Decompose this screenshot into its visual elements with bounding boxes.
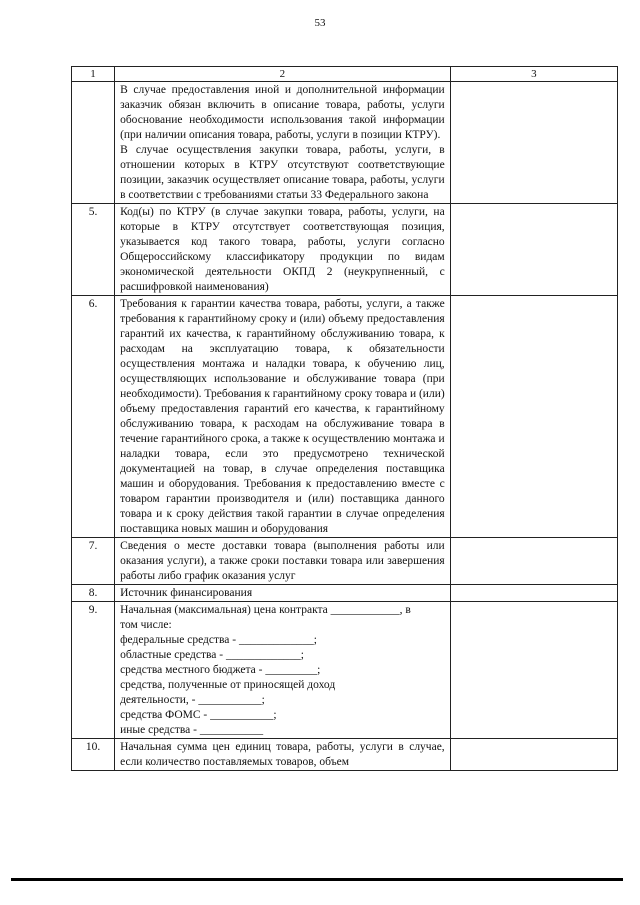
paragraph: деятельности, - ___________; <box>120 694 265 706</box>
row-value <box>450 82 617 204</box>
row-number: 7. <box>72 538 115 585</box>
paragraph: В случае предоставления иной и дополнительной информации заказчик обязан включить в описание товара, работы, услуги обоснование необходимости использования такой информации (при наличии описания товара, работы, услуги в позиции КТРУ). <box>120 84 445 141</box>
table-row <box>72 204 618 296</box>
row-description <box>115 296 451 538</box>
row-description <box>115 602 451 739</box>
bottom-rule <box>11 878 623 881</box>
paragraph: Источник финансирования <box>120 587 253 599</box>
row-description <box>115 585 451 602</box>
table-row <box>72 585 618 602</box>
paragraph: средства местного бюджета - _________; <box>120 664 321 676</box>
column-header: 1 <box>72 67 115 82</box>
row-description <box>115 204 451 296</box>
row-number <box>72 82 115 204</box>
table-header-row <box>72 67 618 82</box>
row-description <box>115 538 451 585</box>
table-row <box>72 82 618 204</box>
paragraph: иные средства - ___________ <box>120 724 264 736</box>
paragraph: Требования к гарантии качества товара, работы, услуги, а также требования к гарантийному сроку и (или) объему предоставления гарантий их качества, к гарантийному обслуживанию товара, к расходам на эксплуатацию товара, к обязательности осуществления монтажа и наладки товара, к обучению лиц, осуществляющих использование и обслуживание товара (при необходимости). Требования к гарантийному сроку товара и (или) объему предоставления гарантий его качества, к гарантийному обслуживанию товара, к расходам на обслуживание товара в течение гарантийного срока, а также к осуществлению монтажа и наладки товара, если это предусмотрено технической документацией на товар, в случае определения поставщика машин и оборудования. Требования к предоставлению вместе с товаром гарантии производителя и (или) поставщика данного товара и к сроку действия такой гарантии в случае определения поставщика новых машин и оборудования <box>120 298 445 535</box>
paragraph: том числе: <box>120 619 172 631</box>
row-number: 6. <box>72 296 115 538</box>
paragraph: Сведения о месте доставки товара (выполнения работы или оказания услуги), а также сроки поставки товара или завершения работы либо график оказания услуг <box>120 540 445 582</box>
row-number: 8. <box>72 585 115 602</box>
table-row <box>72 602 618 739</box>
column-header: 2 <box>115 67 451 82</box>
paragraph: Код(ы) по КТРУ (в случае закупки товара, работы, услуги, на которые в КТРУ отсутствует соответствующая позиция, указывается код такого товара, работы, услуги согласно Общероссийскому классификатору продукции по видам экономической деятельности ОКПД 2 (неукрупненный, с расшифровкой наименования) <box>120 206 445 293</box>
table-row <box>72 296 618 538</box>
table-row <box>72 538 618 585</box>
row-value <box>450 538 617 585</box>
paragraph: Начальная (максимальная) цена контракта ____________, в <box>120 604 411 616</box>
row-description <box>115 82 451 204</box>
paragraph: средства, полученные от приносящей доход <box>120 679 336 691</box>
page-number: 53 <box>314 17 326 29</box>
paragraph: Начальная сумма цен единиц товара, работы, услуги в случае, если количество поставляемых товаров, объем <box>120 741 445 768</box>
paragraph: средства ФОМС - ___________; <box>120 709 277 721</box>
row-value <box>450 204 617 296</box>
paragraph: В случае осуществления закупки товара, работы, услуги, в отношении которых в КТРУ отсутствуют соответствующие позиции, заказчик осуществляет описание товара, работы, услуги в соответствии с требованиями статьи 33 Федерального закона <box>120 144 445 201</box>
column-header: 3 <box>450 67 617 82</box>
row-number: 5. <box>72 204 115 296</box>
row-value <box>450 296 617 538</box>
row-value <box>450 602 617 739</box>
paragraph: областные средства - _____________; <box>120 649 304 661</box>
row-description <box>115 739 451 771</box>
paragraph: федеральные средства - _____________; <box>120 634 317 646</box>
row-value <box>450 739 617 771</box>
specification-table <box>71 66 618 771</box>
row-value <box>450 585 617 602</box>
row-number: 9. <box>72 602 115 739</box>
row-number: 10. <box>72 739 115 771</box>
table-row <box>72 739 618 771</box>
